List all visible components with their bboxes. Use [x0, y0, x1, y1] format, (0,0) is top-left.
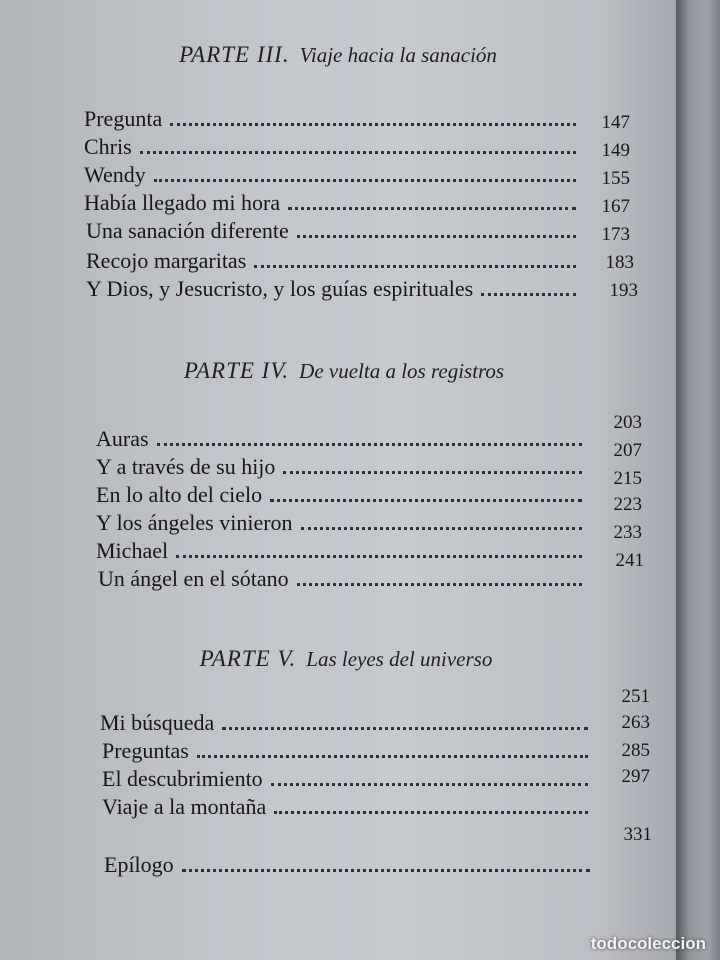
toc-entry	[102, 764, 596, 792]
entry-page-number: 149	[601, 140, 630, 161]
entry-title: Viaje a la montaña	[102, 794, 267, 819]
part-number: PARTE V.	[199, 646, 297, 671]
toc-entry	[98, 564, 590, 592]
toc-entry	[102, 736, 596, 764]
entry-page-number: 155	[601, 168, 630, 189]
entry-page-number: 215	[613, 468, 642, 489]
toc-entry	[100, 708, 596, 736]
leader-dots	[301, 527, 582, 530]
toc-entry	[84, 188, 584, 216]
watermark: todocoleccion	[590, 934, 706, 953]
leader-dots	[197, 755, 588, 758]
entry-title: Epílogo	[104, 852, 174, 877]
toc-entry	[102, 792, 596, 820]
toc-entry	[96, 536, 590, 564]
entry-title: Y los ángeles vinieron	[96, 510, 293, 535]
part-title: De vuelta a los registros	[299, 359, 505, 383]
entry-title: Preguntas	[102, 738, 189, 763]
toc-entry	[104, 850, 598, 878]
leader-dots	[182, 869, 590, 872]
toc-entry	[84, 160, 584, 188]
entry-page-number: 297	[621, 766, 650, 787]
part-number: PARTE III.	[179, 42, 290, 67]
entry-page-number: 207	[613, 440, 642, 461]
toc-entry	[96, 480, 590, 508]
leader-dots	[288, 207, 576, 210]
entry-title: Auras	[96, 426, 149, 451]
entry-page-number: 263	[621, 712, 650, 733]
toc-entry	[86, 216, 584, 244]
entry-title: Y a través de su hijo	[96, 454, 276, 479]
part-heading	[0, 42, 676, 68]
leader-dots	[176, 555, 582, 558]
leader-dots	[297, 235, 576, 238]
leader-dots	[170, 123, 576, 126]
entry-title: Pregunta	[84, 106, 163, 131]
entry-title: Recojo margaritas	[86, 248, 247, 273]
entry-page-number: 241	[615, 550, 644, 571]
leader-dots	[283, 471, 582, 474]
entry-title: El descubrimiento	[102, 766, 263, 791]
part-heading	[8, 646, 684, 672]
toc-entry	[86, 246, 584, 274]
toc-entry	[96, 508, 590, 536]
part-title: Las leyes del universo	[306, 647, 493, 671]
entry-page-number: 251	[621, 686, 650, 707]
entry-title: Mi búsqueda	[100, 710, 215, 735]
entry-title: En lo alto del cielo	[96, 482, 263, 507]
entry-page-number: 167	[601, 196, 630, 217]
leader-dots	[222, 727, 588, 730]
entry-page-number: 183	[605, 252, 634, 273]
leader-dots	[157, 443, 582, 446]
leader-dots	[254, 265, 576, 268]
toc-entry	[84, 104, 584, 132]
leader-dots	[297, 583, 582, 586]
part-title: Viaje hacia la sanación	[299, 43, 497, 67]
entry-title: Una sanación diferente	[86, 218, 289, 243]
entry-page-number: 173	[601, 224, 630, 245]
entry-page-number: 331	[623, 824, 652, 845]
entry-title: Chris	[84, 134, 132, 159]
entry-page-number: 147	[601, 112, 630, 133]
entry-page-number: 203	[613, 412, 642, 433]
book-gutter	[676, 0, 720, 960]
leader-dots	[271, 783, 588, 786]
leader-dots	[140, 151, 576, 154]
entry-title: Michael	[96, 538, 169, 563]
leader-dots	[270, 499, 582, 502]
entry-page-number: 223	[613, 494, 642, 515]
entry-title: Wendy	[84, 162, 146, 187]
entry-page-number: 285	[621, 740, 650, 761]
entry-page-number: 193	[609, 280, 638, 301]
leader-dots	[481, 293, 576, 296]
entry-title: Y Dios, y Jesucristo, y los guías espirituales	[86, 276, 474, 301]
leader-dots	[274, 811, 588, 814]
toc-entry	[86, 274, 584, 302]
toc-entry	[84, 132, 584, 160]
entry-title: Había llegado mi hora	[84, 190, 281, 215]
entry-title: Un ángel en el sótano	[98, 566, 289, 591]
part-heading	[6, 358, 682, 384]
toc-entry	[96, 424, 590, 452]
toc-entry	[96, 452, 590, 480]
part-number: PARTE IV.	[183, 358, 290, 383]
leader-dots	[154, 179, 576, 182]
entry-page-number: 233	[613, 522, 642, 543]
